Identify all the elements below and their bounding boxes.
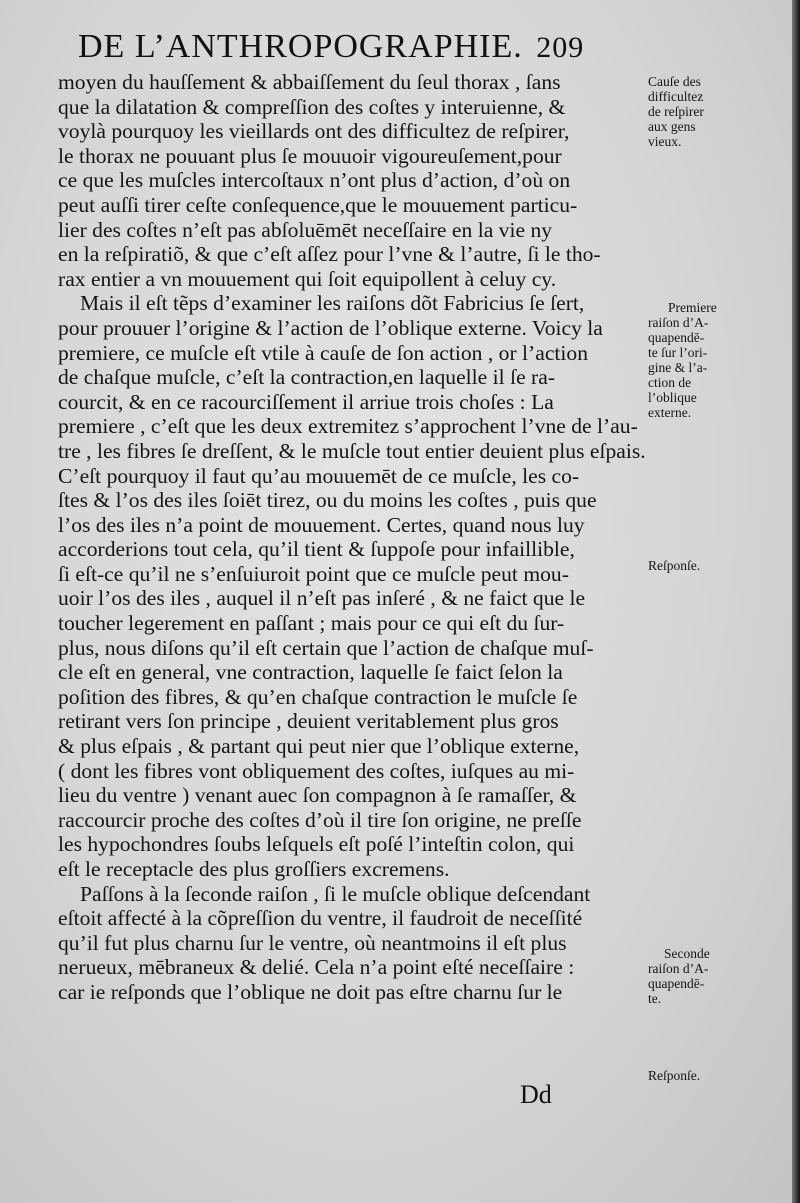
text-line: courcit, & en ce racourciſſement il arriue trois choſes : La [58,389,554,414]
text-line: premiere , c’eſt que les deux extremitez s’approchent l’vne de l’au- [58,414,638,439]
text-line: tre , les fibres ſe dreſſent, & le muſcle tout entier deuient plus eſpais. [58,438,646,463]
text-line: premiere, ce muſcle eſt vtile à cauſe de ſon action , or l’action [58,340,589,365]
text-line: les hypochondres ſoubs leſquels eſt poſé l’inteſtin colon, qui [58,832,575,857]
main-text-block [58,70,654,1005]
text-line: peut auſſi tirer ceſte conſequence,que le mouuement particu- [58,192,578,217]
text-line: nerueux, mēbraneux & delié. Cela n’a point eſté neceſſaire : [58,955,575,980]
margin-note-line: gine & l’a- [648,360,708,375]
margin-note-line: te. [648,991,662,1006]
text-line: car ie reſponds que l’oblique ne doit pas eſtre charnu ſur le [58,979,563,1004]
margin-note-seconde-raison [648,946,790,1006]
margin-note-line: ction de [648,375,692,390]
text-line: ſi eſt-ce qu’il ne s’enſuiuroit point que ce muſcle peut mou- [58,561,569,586]
margin-note-line: Premiere [668,300,717,315]
running-head [78,28,584,66]
margin-note-line: de reſpirer [648,104,704,119]
text-line: ( dont les fibres vont obliquement des coſtes, iuſques au mi- [58,758,575,783]
text-line: qu’il fut plus charnu ſur le ventre, où neantmoins il eſt plus [58,930,567,955]
text-line: le thorax ne pouuant plus ſe mouuoir vigoureuſement,pour [58,143,562,168]
signature-mark: Dd [520,1080,552,1109]
text-line: uoir l’os des iles , auquel il n’eſt pas inſeré , & ne faict que le [58,586,586,611]
text-line: ce que les muſcles intercoſtaux n’ont plus d’action, d’où on [58,168,571,193]
text-line: accorderions tout cela, qu’il tient & ſuppoſe pour infaillible, [58,537,575,562]
running-head-title: DE L’ANTHROPOGRAPHIE. [78,28,523,65]
margin-note-line: Reſponſe. [648,1068,701,1083]
margin-note-reponse-1 [648,558,790,573]
text-line: rax entier a vn mouuement qui ſoit equipollent à celuy cy. [58,266,557,291]
text-line: plus, nous diſons qu’il eſt certain que l’action de chaſque muſ- [58,635,594,660]
margin-note-reponse-2 [648,1068,790,1083]
text-line: retirant vers ſon principe , deuient veritablement plus gros [58,709,559,734]
text-line: de chaſque muſcle, c’eſt la contraction,en laquelle il ſe ra- [58,365,556,390]
text-line: eſtoit affecté à la cõpreſſion du ventre, il faudroit de neceſſité [58,906,583,931]
text-line: moyen du hauſſement & abbaiſſement du ſeul thorax , ſans [58,70,561,94]
text-line: poſition des fibres, & qu’en chaſque contraction le muſcle ſe [58,684,578,709]
paragraph-start-line: Paſſons à la ſeconde raiſon , ſi le muſcle oblique deſcendant [80,881,591,906]
text-line: pour prouuer l’origine & l’action de l’oblique externe. Voicy la [58,315,603,340]
text-line: toucher legerement en paſſant ; mais pour ce qui eſt du ſur- [58,611,565,636]
text-line: en la reſpiratiõ, & que c’eſt aſſez pour l’vne & l’autre, ſi le tho- [58,242,601,267]
text-line: cle eſt en general, vne contraction, laquelle ſe faict ſelon la [58,660,563,685]
margin-note-line: quapendē- [648,330,705,345]
margin-note-line: vieux. [648,134,682,149]
margin-note-line: quapendē- [648,976,705,991]
paragraph-start-line: Mais il eſt tẽps d’examiner les raiſons dõt Fabricius ſe ſert, [80,291,585,316]
margin-note-line: Reſponſe. [648,558,701,573]
text-line: que la dilatation & compreſſion des coſtes y interuienne, & [58,94,566,119]
text-line: eſt le receptacle des plus groſſiers excremens. [58,857,450,881]
margin-note-line: aux gens [648,119,696,134]
margin-note-line: Cauſe des [648,74,701,89]
text-line: & plus eſpais , & partant qui peut nier que l’oblique externe, [58,734,580,759]
text-line: lier des coſtes n’eſt pas abſoluēmēt neceſſaire en la vie ny [58,217,553,242]
text-line: voylà pourquoy les vieillards ont des difficultez de reſpirer, [58,119,570,144]
margin-note-premiere-raison [648,300,790,420]
page-number: 209 [536,31,585,64]
margin-note-line: difficultez [648,89,704,104]
book-spine-shadow [792,0,800,1203]
margin-note-line: externe. [648,405,692,420]
text-line: l’os des iles n’a point de mouuement. Certes, quand nous luy [58,512,585,537]
margin-note-line: raiſon d’A- [648,315,709,330]
margin-note-line: raiſon d’A- [648,961,709,976]
margin-note-line: te ſur l’ori- [648,345,708,360]
text-line: lieu du ventre ) venant auec ſon compagnon à ſe ramaſſer, & [58,783,577,808]
text-line: ſtes & l’os des iles ſoiēt tirez, ou du moins les coſtes , puis que [58,488,597,513]
margin-note-line: l’oblique [648,390,697,405]
text-line: C’eſt pourquoy il faut qu’au mouuemēt de ce muſcle, les co- [58,463,580,488]
text-line: raccourcir proche des coſtes d’où il tire ſon origine, ne preſſe [58,807,582,832]
margin-note-line: Seconde [664,946,710,961]
margin-note-difficultez [648,74,790,149]
